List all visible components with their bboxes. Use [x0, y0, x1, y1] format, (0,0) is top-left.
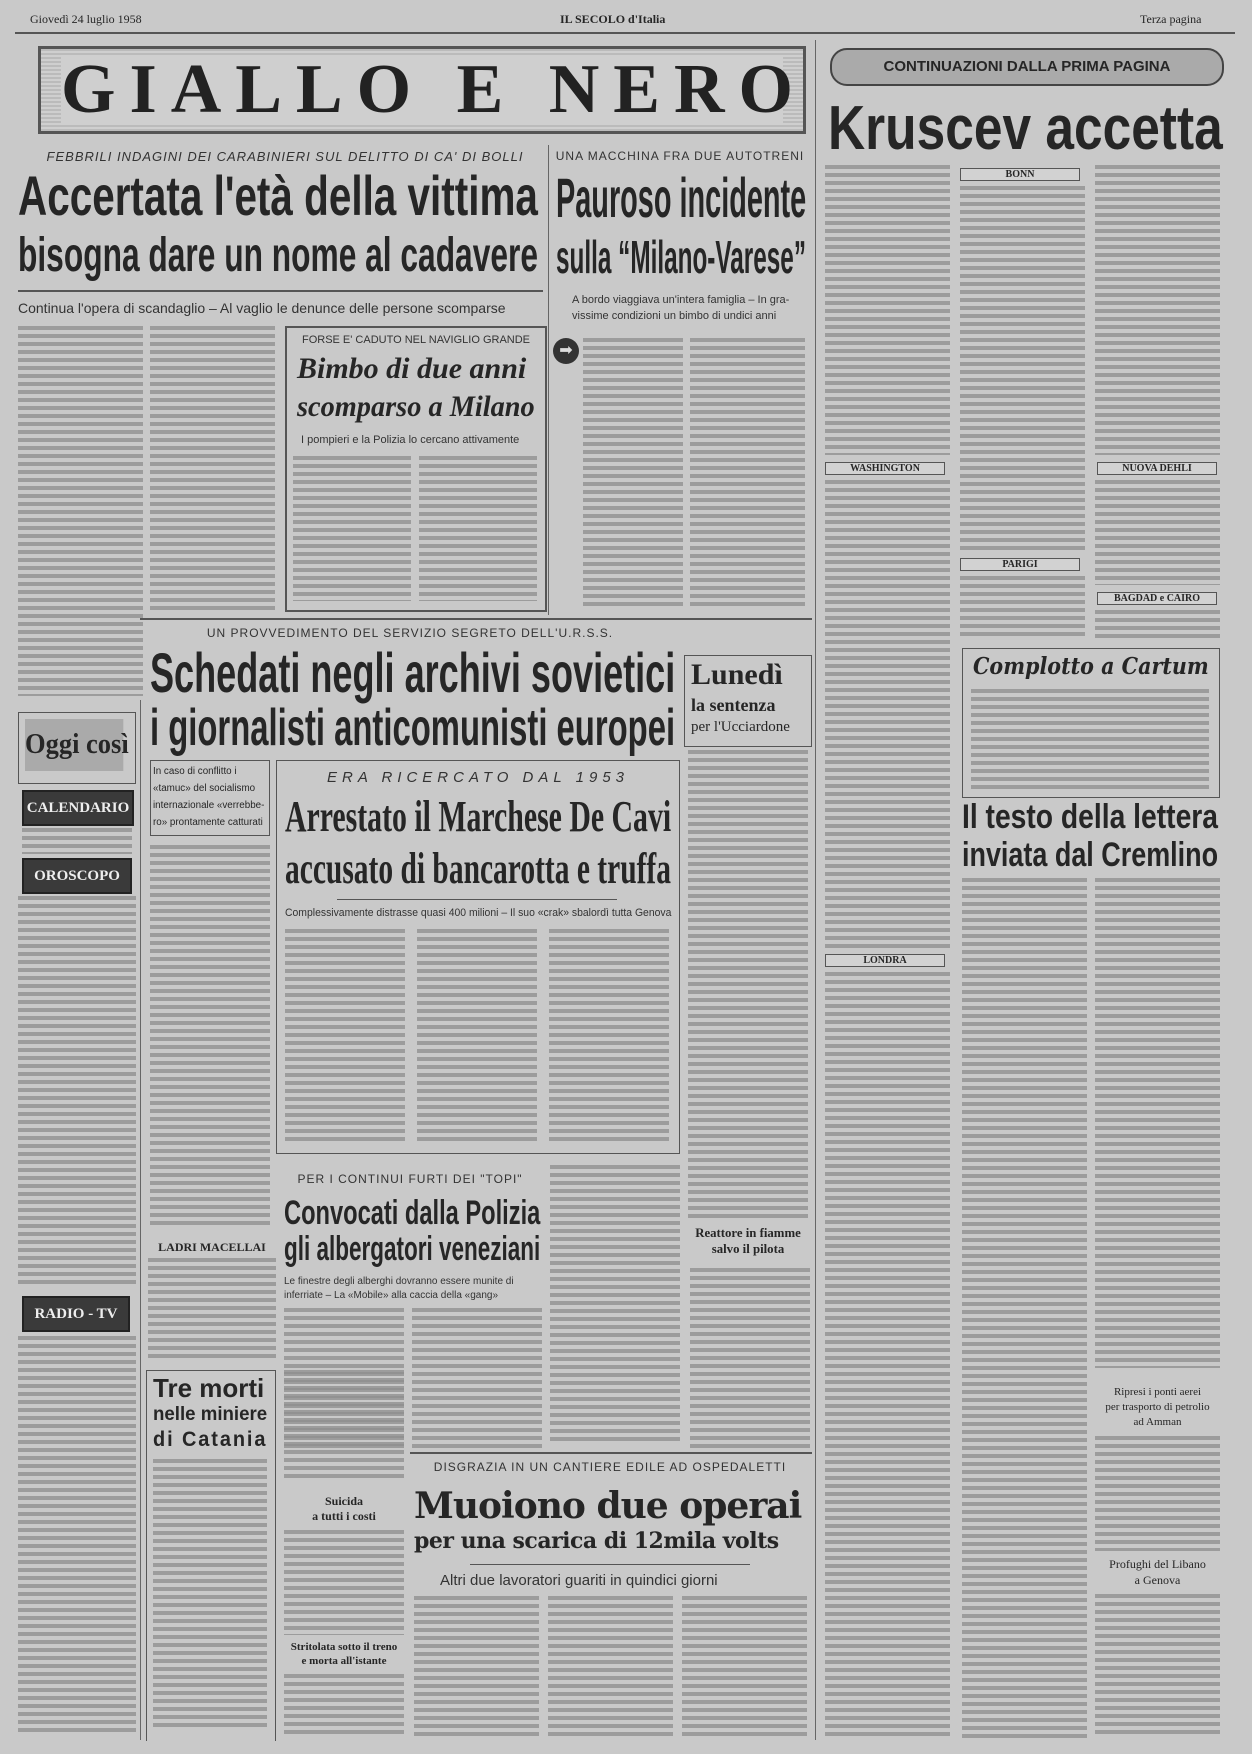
body-text	[1095, 610, 1220, 640]
continuations-banner: CONTINUAZIONI DALLA PRIMA PAGINA	[830, 48, 1224, 86]
body-text	[284, 1530, 404, 1635]
headline	[284, 1494, 404, 1524]
kicker: UNA MACCHINA FRA DUE AUTOTRENI	[555, 149, 805, 163]
car-icon: ➡	[553, 338, 579, 364]
quote-box	[150, 760, 270, 836]
deck: Le finestre degli alberghi dovranno essere munite di	[284, 1276, 514, 1287]
section-label-londra: LONDRA	[825, 954, 945, 967]
article-box	[688, 1225, 810, 1263]
quote-line: «tamuc» del socialismo	[153, 783, 256, 794]
article-box	[146, 1370, 276, 1741]
body-text	[825, 165, 950, 455]
quote-line: In caso di conflitto i	[153, 766, 237, 777]
oggi-cosi-box	[18, 712, 136, 784]
article-box	[285, 326, 547, 612]
body-text	[150, 326, 275, 611]
radio-tv-header: RADIO - TV	[22, 1296, 130, 1332]
headline: Reattore in fiamme	[695, 1225, 801, 1240]
headline: salvo il pilota	[711, 1241, 785, 1256]
headline: Convocati dalla Polizia	[284, 1194, 541, 1232]
body-text	[417, 929, 537, 1144]
oroscopo-header: OROSCOPO	[22, 858, 132, 894]
body-text	[960, 186, 1085, 552]
headline: inviata dal Cremlino	[962, 836, 1219, 874]
article-box	[276, 760, 680, 1154]
divider	[470, 1564, 750, 1565]
headline-line: a tutti i costi	[312, 1509, 376, 1523]
headline-line: Profughi del Libano	[1109, 1557, 1206, 1571]
headline: di Catania	[153, 1428, 268, 1451]
body-text	[960, 576, 1085, 636]
headline-line: e morta all'istante	[301, 1655, 387, 1667]
headline: per una scarica di 12mila volts	[414, 1528, 779, 1554]
headline: sulla “Milano-Varese”	[556, 231, 806, 283]
body-text	[1095, 1594, 1220, 1738]
headline: nelle miniere	[153, 1404, 268, 1425]
body-text	[153, 1459, 267, 1729]
column-rule	[548, 145, 549, 615]
headline: bisogna dare un nome al cadavere	[18, 229, 538, 282]
article-box	[684, 655, 812, 747]
headline: Muoiono due operai	[414, 1485, 802, 1527]
oggi-cosi-title: Oggi così	[25, 719, 123, 771]
body-text	[18, 326, 143, 696]
headline: Complotto a Cartum	[973, 653, 1209, 680]
headline-line: a Genova	[1134, 1573, 1181, 1587]
body-text	[583, 338, 683, 608]
section-label-nuova-dehli: NUOVA DEHLI	[1097, 462, 1217, 475]
body-text	[962, 878, 1087, 1738]
body-text	[150, 845, 270, 1225]
divider	[410, 1452, 812, 1454]
body-text	[548, 1596, 673, 1736]
headline: accusato di bancarotta e truffa	[285, 844, 671, 893]
body-text	[285, 929, 405, 1144]
masthead-page: Terza pagina	[1140, 12, 1202, 26]
body-text	[412, 1308, 542, 1448]
body-text	[1095, 878, 1220, 1368]
body-text	[284, 1674, 404, 1738]
headline-line: Stritolata sotto il treno	[290, 1641, 398, 1653]
headline: Lunedì	[691, 658, 783, 691]
headline: gli albergatori veneziani	[284, 1230, 541, 1268]
body-text	[1095, 480, 1220, 585]
kicker: PER I CONTINUI FURTI DEI "TOPI"	[297, 1172, 523, 1186]
deck: I pompieri e la Polizia lo cercano attivamente	[301, 434, 520, 446]
section-label-washington: WASHINGTON	[825, 462, 945, 475]
body-text	[18, 1336, 136, 1736]
body-text	[22, 828, 132, 854]
headline: Kruscev accetta	[828, 94, 1223, 163]
body-text	[293, 456, 411, 601]
headline-line: Suicida	[324, 1494, 363, 1508]
body-text	[825, 972, 950, 1738]
body-text	[18, 896, 136, 1286]
headline-line: ad Amman	[1133, 1416, 1182, 1428]
section-label-bagdad-cairo: BAGDAD e CAIRO	[1097, 592, 1217, 605]
masthead-date: Giovedì 24 luglio 1958	[30, 12, 142, 26]
body-text	[690, 338, 805, 608]
body-text	[284, 1370, 404, 1480]
masthead-rule	[15, 32, 1235, 34]
body-text	[825, 480, 950, 950]
body-text	[414, 1596, 539, 1736]
headline: Arrestato il Marchese De Cavi	[285, 792, 672, 841]
body-text	[682, 1596, 807, 1736]
headline: scomparso a Milano	[297, 390, 535, 423]
column-rule	[140, 700, 141, 1740]
body-text	[971, 689, 1209, 789]
divider	[140, 618, 812, 620]
calendario-header: CALENDARIO	[22, 790, 134, 826]
body-text	[1095, 1436, 1220, 1551]
headline-line: Ripresi i ponti aerei	[1113, 1386, 1202, 1398]
headline: Accertata l'età della vittima	[18, 164, 538, 227]
body-text	[550, 1165, 680, 1445]
body-text	[419, 456, 537, 601]
column-rule	[815, 40, 816, 1740]
section-label-parigi: PARIGI	[960, 558, 1080, 571]
quote-line: ro» prontamente catturati	[153, 817, 263, 828]
masthead-paper: IL SECOLO d'Italia	[560, 12, 666, 26]
kicker: UN PROVVEDIMENTO DEL SERVIZIO SEGRETO DELL'U.R.S.S.	[206, 626, 614, 640]
headline-line: per trasporto di petrolio	[1105, 1401, 1210, 1413]
deck: Altri due lavoratori guariti in quindici giorni	[440, 1572, 718, 1589]
divider	[18, 290, 543, 292]
deck: vissime condizioni un bimbo di undici anni	[572, 310, 777, 322]
deck: Continua l'opera di scandaglio – Al vaglio le denunce delle persone scomparse	[18, 300, 506, 316]
deck: A bordo viaggiava un'intera famiglia – In gra-	[572, 294, 790, 306]
body-text	[549, 929, 669, 1144]
kicker: FEBBRILI INDAGINI DEI CARABINIERI SUL DELITTO DI CA' DI BOLLI	[46, 149, 524, 164]
headline	[1095, 1385, 1220, 1430]
deck: inferriate – La «Mobile» alla caccia della «gang»	[284, 1290, 499, 1301]
quote-line: internazionale «verrebbe-	[153, 800, 265, 811]
kicker: ERA RICERCATO DAL 1953	[326, 769, 630, 786]
divider	[337, 899, 617, 900]
section-label-bonn: BONN	[960, 168, 1080, 181]
headline: Bimbo di due anni	[297, 352, 527, 385]
headline: Il testo della lettera	[962, 798, 1218, 836]
body-text	[690, 1268, 810, 1448]
headline	[1095, 1556, 1220, 1588]
headline: LADRI MACELLAI	[158, 1240, 266, 1254]
headline: per l'Ucciardone	[691, 719, 790, 735]
headline: Pauroso incidente	[556, 166, 807, 229]
headline	[284, 1640, 404, 1668]
headline: i giornalisti anticomunisti europei	[150, 699, 676, 757]
headline: Schedati negli archivi sovietici	[150, 641, 676, 704]
deck: Complessivamente distrasse quasi 400 milioni – Il suo «crak» sbalordì tutta Genova	[285, 907, 672, 919]
kicker: FORSE E' CADUTO NEL NAVIGLIO GRANDE	[301, 334, 531, 346]
kicker: DISGRAZIA IN UN CANTIERE EDILE AD OSPEDALETTI	[433, 1460, 787, 1474]
headline: Tre morti	[153, 1373, 265, 1403]
section-title-box	[38, 46, 806, 134]
section-title: GIALLO E NERO	[61, 51, 807, 128]
body-text	[1095, 165, 1220, 455]
article-box	[962, 648, 1220, 798]
body-text	[148, 1258, 276, 1358]
headline: la sentenza	[691, 695, 776, 715]
